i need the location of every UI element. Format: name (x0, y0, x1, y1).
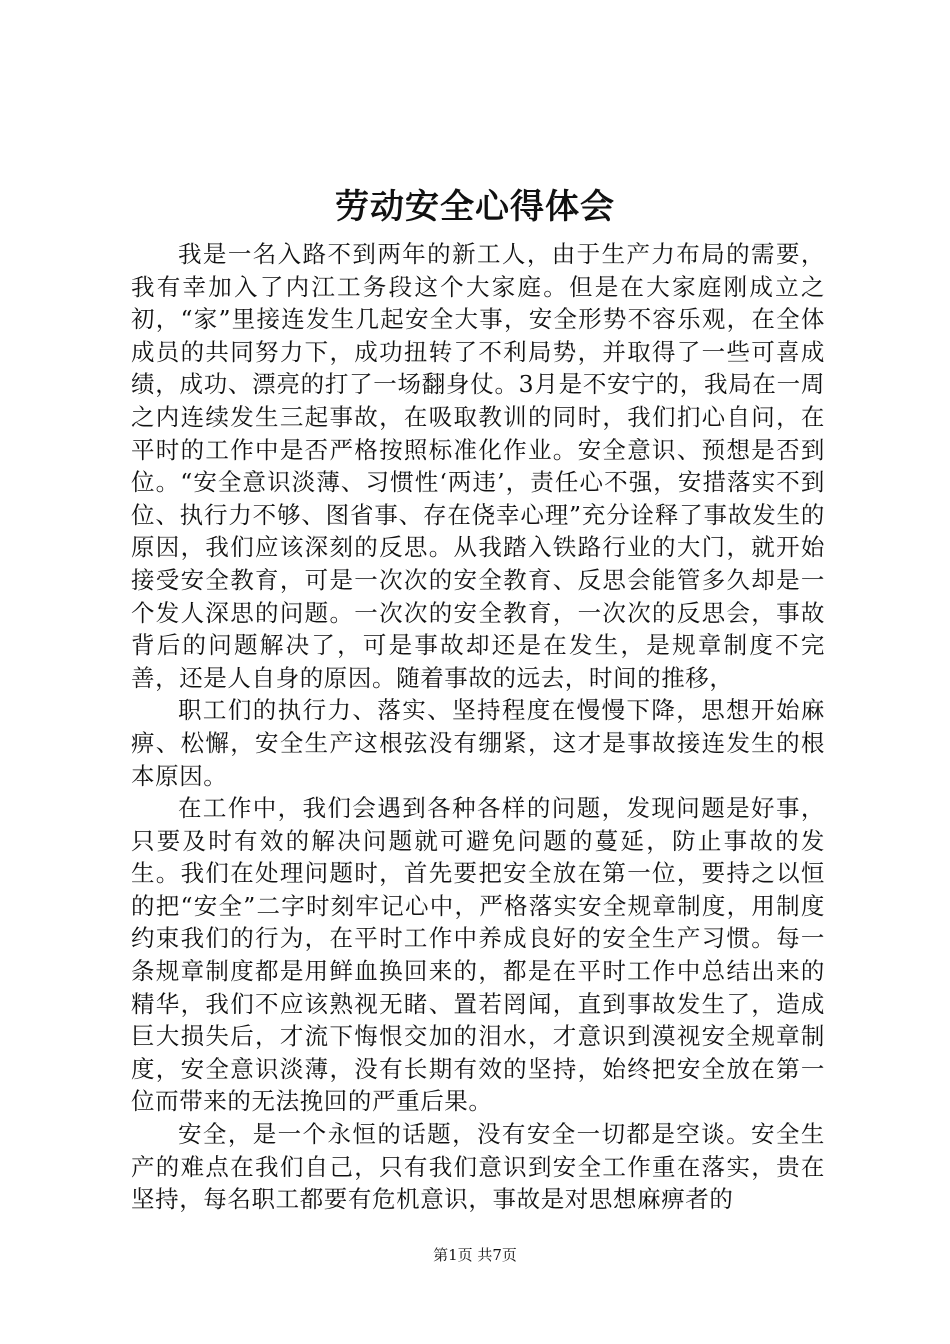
document-title: 劳动安全心得体会 (335, 187, 615, 227)
paragraph: 在工作中，我们会遇到各种各样的问题，发现问题是好事，只要及时有效的解决问题就可避免问题的蔓延，防止事故的发生。我们在处理问题时，首先要把安全放在第一位，要持之以恒的把“安全”二字时刻牢记心中，严格落实安全规章制度，用制度约束我们的行为，在平时工作中养成良好的安全生产习惯。每一条规章制度都是用鲜血换回来的，都是在平时工作中总结出来的精华，我们不应该熟视无睹、置若罔闻，直到事故发生了，造成巨大损失后，才流下悔恨交加的泪水，才意识到漠视安全规章制度，安全意识淡薄，没有长期有效的坚持，始终把安全放在第一位而带来的无法挽回的严重后果。 (131, 794, 825, 1116)
paragraph: 职工们的执行力、落实、坚持程度在慢慢下降，思想开始麻痹、松懈，安全生产这根弦没有绷紧，这才是事故接连发生的根本原因。 (131, 696, 825, 790)
paragraph: 安全，是一个永恒的话题，没有安全一切都是空谈。安全生产的难点在我们自己，只有我们意识到安全工作重在落实，贵在坚持，每名职工都要有危机意识，事故是对思想麻痹者的 (131, 1120, 825, 1214)
document-body (131, 238, 825, 1216)
paragraph: 我是一名入路不到两年的新工人，由于生产力布局的需要，我有幸加入了内江工务段这个大家庭。但是在大家庭刚成立之初，“家”里接连发生几起安全大事，安全形势不容乐观，在全体成员的共同努力下，成功扭转了不利局势，并取得了一些可喜成绩，成功、漂亮的打了一场翻身仗。3月是不安宁的，我局在一周之内连续发生三起事故，在吸取教训的同时，我们扪心自问，在平时的工作中是否严格按照标准化作业。安全意识、预想是否到位。“安全意识淡薄、习惯性‘两违’，责任心不强，安措落实不到位、执行力不够、图省事、存在侥幸心理”充分诠释了事故发生的原因，我们应该深刻的反思。从我踏入铁路行业的大门，就开始接受安全教育，可是一次次的安全教育、反思会能管多久却是一个发人深思的问题。一次次的安全教育，一次次的反思会，事故背后的问题解决了，可是事故却还是在发生，是规章制度不完善，还是人自身的原因。随着事故的远去，时间的推移， (131, 240, 825, 692)
page-number-footer: 第1页 共7页 (433, 1246, 517, 1264)
